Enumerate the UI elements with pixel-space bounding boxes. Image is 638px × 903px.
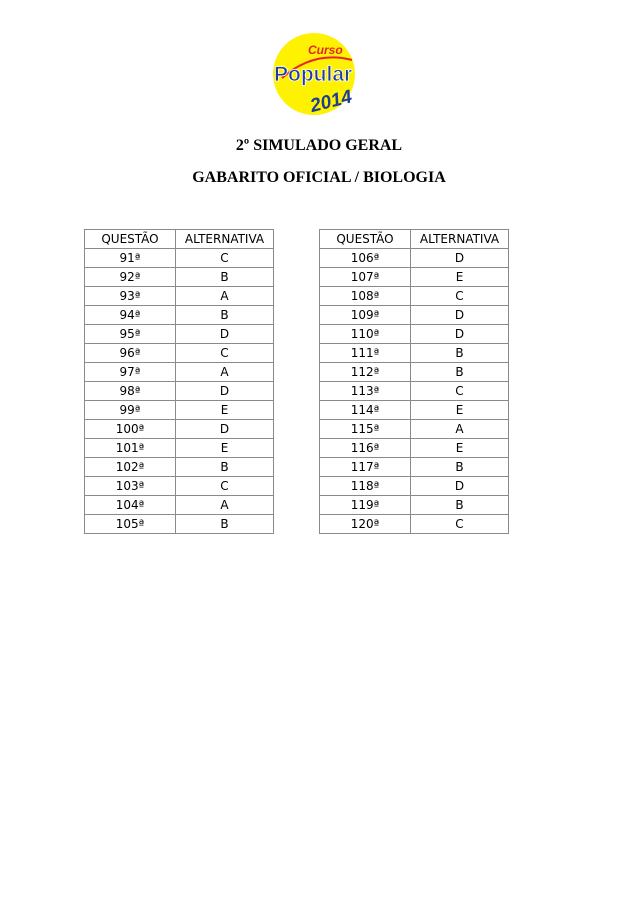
question-number-cell: 104ª	[85, 496, 176, 515]
answer-cell: D	[411, 249, 509, 268]
question-number-cell: 101ª	[85, 439, 176, 458]
answer-cell: D	[176, 420, 274, 439]
table-row	[320, 439, 509, 458]
table-body	[320, 249, 509, 534]
table-row	[85, 287, 274, 306]
table-row	[85, 249, 274, 268]
question-number-cell: 119ª	[320, 496, 411, 515]
answer-cell: B	[176, 515, 274, 534]
table-row	[320, 249, 509, 268]
answer-cell: B	[176, 458, 274, 477]
answer-cell: E	[411, 401, 509, 420]
question-number-cell: 107ª	[320, 268, 411, 287]
table-row	[320, 458, 509, 477]
table-header-row	[320, 230, 509, 249]
answer-table-left	[84, 229, 274, 534]
answer-cell: D	[176, 382, 274, 401]
question-number-cell: 102ª	[85, 458, 176, 477]
answer-cell: A	[176, 496, 274, 515]
answer-cell: C	[411, 515, 509, 534]
page-title: 2º SIMULADO GERAL	[235, 137, 403, 154]
answer-cell: D	[411, 306, 509, 325]
answer-cell: D	[411, 477, 509, 496]
column-header-question: QUESTÃO	[85, 230, 176, 249]
table-row	[85, 496, 274, 515]
table-header-row	[85, 230, 274, 249]
question-number-cell: 100ª	[85, 420, 176, 439]
answer-cell: D	[176, 325, 274, 344]
column-header-answer: ALTERNATIVA	[176, 230, 274, 249]
answer-table-right	[319, 229, 509, 534]
question-number-cell: 95ª	[85, 325, 176, 344]
table-row	[320, 344, 509, 363]
question-number-cell: 108ª	[320, 287, 411, 306]
table-row	[85, 325, 274, 344]
answer-cell: C	[176, 477, 274, 496]
answer-cell: D	[411, 325, 509, 344]
table-row	[85, 268, 274, 287]
column-header-question: QUESTÃO	[320, 230, 411, 249]
table-body	[85, 249, 274, 534]
question-number-cell: 98ª	[85, 382, 176, 401]
table-row	[85, 439, 274, 458]
table-row	[85, 477, 274, 496]
answer-cell: A	[176, 287, 274, 306]
answer-cell: E	[176, 439, 274, 458]
table-row	[320, 268, 509, 287]
question-number-cell: 106ª	[320, 249, 411, 268]
answer-cell: B	[176, 268, 274, 287]
table-row	[320, 287, 509, 306]
answer-cell: B	[176, 306, 274, 325]
question-number-cell: 91ª	[85, 249, 176, 268]
logo-popular-text: Popular	[274, 63, 353, 86]
question-number-cell: 110ª	[320, 325, 411, 344]
table-row	[320, 420, 509, 439]
table-row	[85, 306, 274, 325]
question-number-cell: 109ª	[320, 306, 411, 325]
table-row	[320, 515, 509, 534]
question-number-cell: 94ª	[85, 306, 176, 325]
answer-cell: B	[411, 496, 509, 515]
table-row	[320, 382, 509, 401]
question-number-cell: 116ª	[320, 439, 411, 458]
table-row	[85, 401, 274, 420]
table-row	[85, 344, 274, 363]
question-number-cell: 113ª	[320, 382, 411, 401]
question-number-cell: 120ª	[320, 515, 411, 534]
answer-cell: C	[411, 287, 509, 306]
question-number-cell: 92ª	[85, 268, 176, 287]
table-row	[85, 382, 274, 401]
table-row	[85, 458, 274, 477]
table-row	[320, 306, 509, 325]
answer-cell: E	[411, 439, 509, 458]
table-row	[320, 325, 509, 344]
answer-cell: C	[176, 249, 274, 268]
table-row	[320, 477, 509, 496]
table-row	[320, 363, 509, 382]
answer-cell: B	[411, 363, 509, 382]
table-row	[85, 363, 274, 382]
logo-year-text: 2014	[308, 86, 355, 118]
logo-graphic	[268, 30, 360, 120]
question-number-cell: 112ª	[320, 363, 411, 382]
answer-cell: B	[411, 344, 509, 363]
question-number-cell: 103ª	[85, 477, 176, 496]
curso-popular-logo	[268, 30, 360, 120]
question-number-cell: 117ª	[320, 458, 411, 477]
answer-cell: A	[411, 420, 509, 439]
question-number-cell: 93ª	[85, 287, 176, 306]
answer-cell: E	[411, 268, 509, 287]
table-row	[320, 496, 509, 515]
table-row	[85, 420, 274, 439]
page-subtitle: GABARITO OFICIAL / BIOLOGIA	[192, 169, 446, 186]
table-row	[85, 515, 274, 534]
table-row	[320, 401, 509, 420]
answer-cell: B	[411, 458, 509, 477]
question-number-cell: 96ª	[85, 344, 176, 363]
question-number-cell: 111ª	[320, 344, 411, 363]
question-number-cell: 99ª	[85, 401, 176, 420]
logo-curso-text: Curso	[308, 43, 343, 57]
column-header-answer: ALTERNATIVA	[411, 230, 509, 249]
question-number-cell: 115ª	[320, 420, 411, 439]
question-number-cell: 105ª	[85, 515, 176, 534]
question-number-cell: 118ª	[320, 477, 411, 496]
answer-cell: C	[411, 382, 509, 401]
answer-cell: C	[176, 344, 274, 363]
question-number-cell: 97ª	[85, 363, 176, 382]
answer-cell: A	[176, 363, 274, 382]
question-number-cell: 114ª	[320, 401, 411, 420]
answer-cell: E	[176, 401, 274, 420]
